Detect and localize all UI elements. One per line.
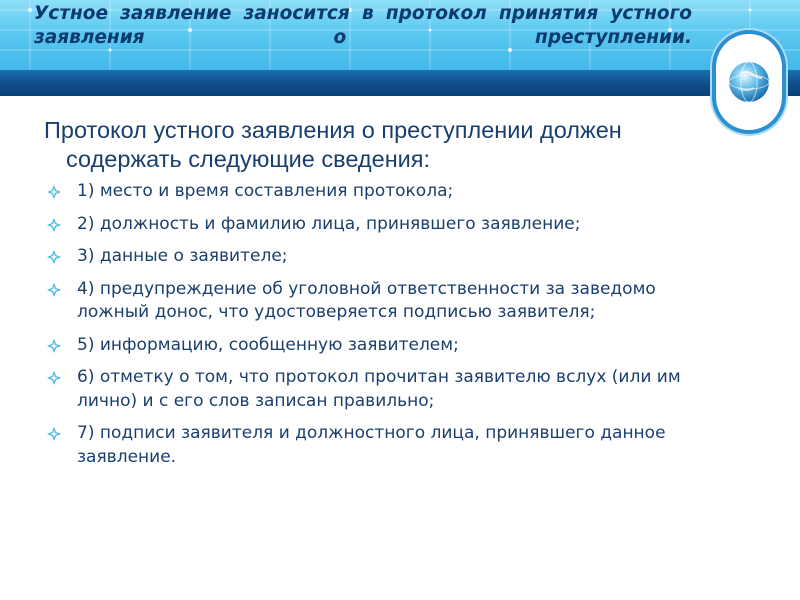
content-heading: Протокол устного заявления о преступлении должен содержать следующие сведения: [44, 117, 622, 172]
logo-badge [716, 34, 782, 130]
diamond-bullet-icon [47, 250, 61, 264]
diamond-bullet-icon [47, 371, 61, 385]
list-item-text: 3) данные о заявителе; [77, 246, 288, 266]
list-item [44, 213, 724, 237]
header-stripe [0, 70, 800, 96]
slide-title: Устное заявление заносится в протокол принятия устного заявления о преступлении. [34, 3, 692, 48]
list-item [44, 366, 724, 413]
list-item-text: 5) информацию, сообщенную заявителем; [77, 334, 459, 355]
header-band [0, 0, 800, 70]
list-item [44, 422, 724, 469]
diamond-bullet-icon [47, 218, 61, 232]
list-item-text: 4) предупреждение об уголовной ответственности за заведомо ложный донос, что удостоверяется подписью заявителя; [77, 278, 656, 322]
list-item-text: 1) место и время составления протокола; [77, 181, 454, 201]
diamond-bullet-icon [47, 283, 61, 297]
list-item-text: 6) отметку о том, что протокол прочитан заявителю вслух (или им лично) и с его слов записан правильно; [77, 367, 681, 411]
list-item [44, 278, 724, 325]
globe-icon [716, 34, 782, 130]
requirements-list [44, 180, 724, 469]
list-item [44, 334, 724, 358]
list-item [44, 245, 724, 269]
diamond-bullet-icon [47, 339, 61, 353]
list-item-text: 2) должность и фамилию лица, принявшего заявление; [77, 213, 581, 234]
list-item [44, 180, 724, 204]
diamond-bullet-icon [47, 185, 61, 199]
list-item-text: 7) подписи заявителя и должностного лица, принявшего данное заявление. [77, 423, 666, 467]
diamond-bullet-icon [47, 427, 61, 441]
slide-content [44, 116, 724, 478]
